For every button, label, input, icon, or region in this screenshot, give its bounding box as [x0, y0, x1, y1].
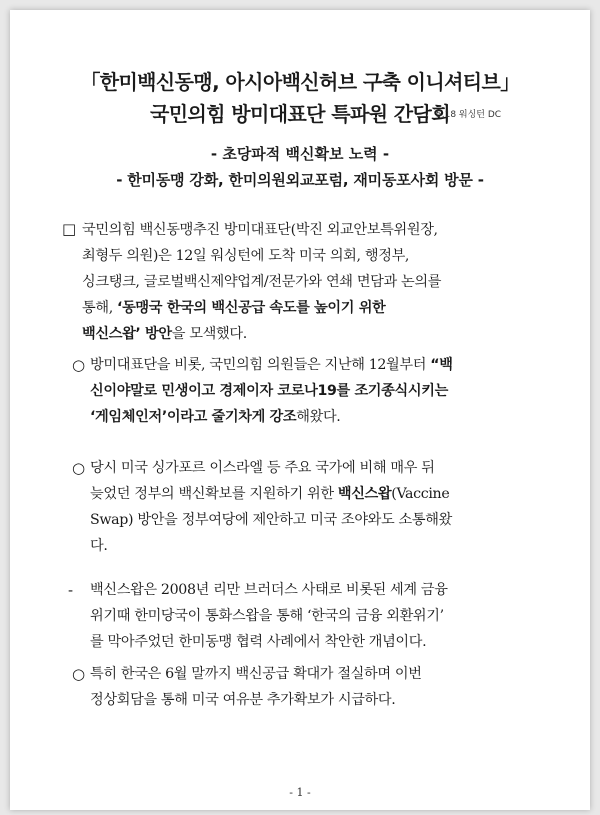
paragraph-line: 다. — [90, 538, 108, 554]
paragraph-line: 국민의힘 백신동맹추진 방미대표단(박진 외교안보특위원장, — [82, 222, 438, 238]
bold-text-run: 백신스왑 — [337, 486, 392, 502]
document-title: 「한미백신동맹, 아시아백신허브 구축 이니셔티브」 — [80, 70, 520, 94]
paragraph-line: 당시 미국 싱가포르 이스라엘 등 주요 국가에 비해 매우 뒤 — [90, 460, 435, 476]
text-run: 늦었던 정부의 백신확보를 지원하기 위한 — [90, 486, 338, 502]
paragraph-line: 정상회담을 통해 미국 여유분 추가확보가 시급하다. — [90, 692, 396, 708]
bold-text-run: “백 — [430, 357, 453, 373]
subheading-2: - 한미동맹 강화, 한미의원외교포럼, 재미동포사회 방문 - — [116, 171, 484, 189]
text-run: (Vaccine — [391, 486, 450, 502]
dash-bullet-marker: - — [68, 581, 74, 599]
subheading-1: - 초당파적 백신확보 노력 - — [210, 145, 390, 163]
paragraph-line: 위기때 한미당국이 통화스왑을 통해 ‘한국의 금융 외환위기’ — [90, 608, 444, 624]
paragraph-line: Swap) 방안을 정부여당에 제안하고 미국 조야와도 소통해왔 — [90, 512, 452, 528]
paragraph-line — [90, 378, 582, 404]
document-date: 5.18 워싱턴 DC — [436, 110, 502, 120]
bold-text-run: ‘게임체인저’이라고 줄기차게 강조 — [90, 409, 297, 425]
paragraph-line — [82, 321, 582, 347]
paragraph-1 — [82, 217, 582, 347]
circle-bullet-marker: ○ — [72, 665, 86, 683]
document-subtitle-title: 국민의힘 방미대표단 특파원 간담회 — [150, 102, 450, 126]
paragraph-4 — [90, 577, 582, 655]
paragraph-line — [90, 404, 582, 430]
paragraph-line — [90, 352, 582, 378]
document-title-line2-row — [10, 98, 590, 127]
bold-text-run: ‘동맹국 한국의 백신공급 속도를 높이기 위한 — [117, 300, 386, 316]
paragraph-line: 백신스왑은 2008년 리만 브러더스 사태로 비롯된 세계 금융 — [90, 582, 448, 598]
paragraph-line: 를 막아주었던 한미동맹 협력 사례에서 착안한 개념이다. — [90, 634, 427, 650]
page-number: - 1 - — [289, 786, 311, 799]
text-run: 통해, — [82, 300, 118, 316]
paragraph-line — [90, 481, 582, 507]
paragraph-line: 특히 한국은 6월 말까지 백신공급 확대가 절실하며 이번 — [90, 666, 422, 682]
box-bullet-marker: □ — [62, 220, 77, 238]
paragraph-line — [82, 295, 582, 321]
circle-bullet-marker: ○ — [72, 356, 86, 374]
document-page — [10, 10, 590, 810]
circle-bullet-marker: ○ — [72, 459, 86, 477]
paragraph-line: 최형두 의원)은 12일 워싱턴에 도착 미국 의회, 행정부, — [82, 248, 410, 264]
paragraph-3 — [90, 455, 582, 559]
text-run: 을 모색했다. — [171, 326, 247, 342]
bold-text-run: 백신스왑’ 방안 — [82, 326, 172, 342]
paragraph-2 — [90, 352, 582, 430]
bold-text-run: 신이야말로 민생이고 경제이자 코로나19를 조기종식시키는 — [90, 383, 448, 399]
text-run: 방미대표단을 비롯, 국민의힘 의원들은 지난해 12월부터 — [90, 357, 431, 373]
text-run: 해왔다. — [296, 409, 341, 425]
paragraph-5 — [90, 661, 582, 713]
paragraph-line: 싱크탱크, 글로벌백신제약업계/전문가와 연쇄 면담과 논의를 — [82, 274, 442, 290]
